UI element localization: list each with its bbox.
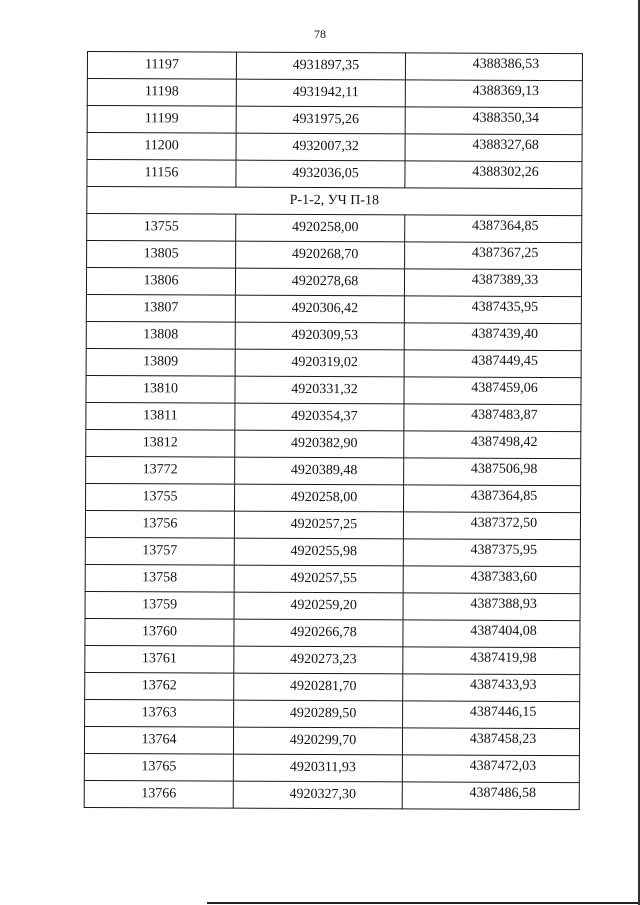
table-row bbox=[84, 780, 579, 809]
x-coordinate-value: 4920389,48 bbox=[290, 462, 358, 479]
point-number-value: 13772 bbox=[142, 462, 178, 478]
section-label: Р-1-2, УЧ П-18 bbox=[87, 187, 582, 216]
y-coordinate-value: 4387364,85 bbox=[470, 488, 538, 504]
point-number-value: 13760 bbox=[141, 624, 177, 640]
point-number-value: 13805 bbox=[143, 246, 179, 262]
x-coordinate-value: 4920273,23 bbox=[290, 651, 357, 668]
y-coordinate-value: 4388302,26 bbox=[472, 164, 539, 180]
y-coordinate-cell bbox=[403, 593, 580, 621]
point-number-value: 11199 bbox=[144, 111, 179, 127]
y-coordinate-cell bbox=[402, 728, 579, 756]
y-coordinate-value: 4387364,85 bbox=[471, 218, 539, 234]
point-number-cell bbox=[87, 52, 236, 80]
table-row bbox=[85, 564, 580, 593]
table-row bbox=[87, 160, 582, 189]
table-row bbox=[85, 672, 580, 701]
x-coordinate-cell bbox=[236, 160, 405, 188]
x-coordinate-cell bbox=[234, 700, 403, 728]
point-number-value: 13755 bbox=[142, 489, 178, 505]
point-number-cell bbox=[84, 753, 233, 781]
x-coordinate-value: 4920331,32 bbox=[291, 381, 358, 398]
x-coordinate-value: 4920311,93 bbox=[289, 759, 356, 776]
x-coordinate-cell bbox=[235, 322, 404, 350]
y-coordinate-cell bbox=[404, 269, 581, 297]
point-number-value: 13755 bbox=[143, 219, 179, 235]
y-coordinate-cell bbox=[405, 80, 582, 108]
table-row bbox=[85, 618, 580, 647]
table-row bbox=[86, 456, 581, 485]
y-coordinate-cell bbox=[403, 539, 580, 567]
x-coordinate-value: 4920354,37 bbox=[291, 408, 358, 425]
x-coordinate-value: 4920327,30 bbox=[289, 786, 357, 803]
x-coordinate-value: 4920259,20 bbox=[290, 597, 357, 614]
y-coordinate-value: 4387483,87 bbox=[471, 407, 538, 423]
x-coordinate-cell bbox=[235, 295, 404, 323]
point-number-value: 11200 bbox=[144, 138, 179, 154]
y-coordinate-cell bbox=[402, 782, 579, 810]
y-coordinate-value: 4387459,06 bbox=[471, 380, 538, 396]
point-number-value: 13762 bbox=[141, 678, 177, 694]
point-number-value: 13809 bbox=[143, 354, 179, 370]
y-coordinate-cell bbox=[404, 323, 581, 351]
point-number-cell bbox=[85, 483, 234, 511]
coordinates-table bbox=[84, 51, 583, 810]
point-number-value: 13812 bbox=[142, 435, 178, 451]
y-coordinate-value: 4387498,42 bbox=[471, 434, 538, 450]
y-coordinate-value: 4387435,95 bbox=[471, 299, 539, 315]
x-coordinate-value: 4920289,50 bbox=[289, 705, 357, 722]
y-coordinate-cell bbox=[405, 107, 582, 135]
y-coordinate-cell bbox=[404, 377, 581, 405]
point-number-cell bbox=[86, 348, 235, 376]
table-row bbox=[86, 294, 581, 323]
y-coordinate-value: 4387367,25 bbox=[471, 245, 539, 261]
y-coordinate-cell bbox=[405, 161, 582, 189]
y-coordinate-value: 4387506,98 bbox=[470, 461, 538, 477]
point-number-value: 13808 bbox=[143, 327, 179, 343]
y-coordinate-cell bbox=[402, 755, 579, 783]
point-number-cell bbox=[85, 699, 234, 727]
x-coordinate-value: 4920309,53 bbox=[291, 327, 359, 344]
y-coordinate-cell bbox=[405, 134, 582, 162]
x-coordinate-value: 4920257,25 bbox=[290, 516, 358, 533]
y-coordinate-value: 4387472,03 bbox=[469, 758, 537, 774]
x-coordinate-cell bbox=[233, 754, 402, 782]
y-coordinate-cell bbox=[404, 350, 581, 378]
point-number-cell bbox=[86, 456, 235, 484]
table-row bbox=[87, 214, 582, 243]
table-body bbox=[84, 52, 582, 810]
x-coordinate-value: 4931975,26 bbox=[292, 111, 359, 128]
x-coordinate-cell bbox=[234, 646, 403, 674]
x-coordinate-cell bbox=[236, 52, 405, 80]
point-number-cell bbox=[87, 79, 236, 107]
point-number-value: 13757 bbox=[142, 543, 178, 559]
point-number-value: 11197 bbox=[144, 57, 179, 73]
y-coordinate-value: 4387419,98 bbox=[470, 650, 537, 666]
y-coordinate-cell bbox=[404, 296, 581, 324]
y-coordinate-cell bbox=[404, 431, 581, 459]
y-coordinate-cell bbox=[403, 620, 580, 648]
point-number-value: 11156 bbox=[144, 165, 179, 181]
point-number-cell bbox=[85, 564, 234, 592]
section-row bbox=[87, 187, 582, 216]
y-coordinate-cell bbox=[405, 242, 582, 270]
x-coordinate-cell bbox=[236, 214, 405, 242]
table-row bbox=[85, 510, 580, 539]
y-coordinate-cell bbox=[403, 647, 580, 675]
point-number-value: 13764 bbox=[141, 732, 177, 748]
point-number-value: 11198 bbox=[144, 84, 179, 100]
table-row bbox=[86, 429, 581, 458]
table-row bbox=[87, 241, 582, 270]
x-coordinate-value: 4920258,00 bbox=[290, 489, 358, 506]
table-row bbox=[87, 52, 582, 81]
x-coordinate-value: 4920306,42 bbox=[291, 300, 359, 317]
point-number-value: 13810 bbox=[142, 381, 179, 397]
table-row bbox=[86, 375, 581, 404]
point-number-cell bbox=[86, 429, 235, 457]
table-row bbox=[87, 133, 582, 162]
y-coordinate-value: 4387446,15 bbox=[469, 704, 537, 720]
point-number-value: 13766 bbox=[141, 786, 177, 802]
point-number-value: 13763 bbox=[141, 705, 177, 721]
point-number-cell bbox=[87, 106, 236, 134]
y-coordinate-cell bbox=[404, 458, 581, 486]
page-number: 78 bbox=[314, 27, 326, 41]
x-coordinate-cell bbox=[236, 106, 405, 134]
y-coordinate-value: 4387389,33 bbox=[471, 272, 539, 288]
point-number-cell bbox=[86, 321, 235, 349]
x-coordinate-cell bbox=[234, 538, 403, 566]
point-number-cell bbox=[87, 160, 236, 188]
x-coordinate-cell bbox=[236, 133, 405, 161]
point-number-cell bbox=[87, 214, 236, 242]
point-number-cell bbox=[87, 241, 236, 269]
point-number-value: 13761 bbox=[141, 651, 177, 667]
table-row bbox=[85, 699, 580, 728]
point-number-value: 13758 bbox=[142, 570, 178, 586]
y-coordinate-value: 4387383,60 bbox=[470, 569, 537, 585]
y-coordinate-value: 4387388,93 bbox=[470, 596, 537, 612]
x-coordinate-cell bbox=[234, 592, 403, 620]
point-number-cell bbox=[85, 537, 234, 565]
x-coordinate-value: 4932007,32 bbox=[292, 138, 359, 155]
point-number-cell bbox=[87, 133, 236, 161]
table-row bbox=[86, 268, 581, 297]
x-coordinate-cell bbox=[235, 376, 404, 404]
y-coordinate-value: 4387433,93 bbox=[469, 677, 537, 693]
y-coordinate-value: 4388369,13 bbox=[472, 83, 540, 99]
table-row bbox=[86, 348, 581, 377]
point-number-cell bbox=[86, 375, 235, 403]
y-coordinate-value: 4387486,58 bbox=[469, 785, 537, 801]
x-coordinate-value: 4920257,55 bbox=[290, 570, 357, 587]
table-row bbox=[85, 537, 580, 566]
table-row bbox=[84, 753, 579, 782]
x-coordinate-value: 4920299,70 bbox=[289, 732, 357, 749]
point-number-cell bbox=[86, 402, 235, 430]
table-row bbox=[85, 483, 580, 512]
x-coordinate-value: 4920268,70 bbox=[291, 246, 359, 263]
x-coordinate-cell bbox=[234, 673, 403, 701]
y-coordinate-value: 4387372,50 bbox=[470, 515, 538, 531]
point-number-cell bbox=[85, 672, 234, 700]
x-coordinate-value: 4932036,05 bbox=[292, 165, 359, 182]
x-coordinate-cell bbox=[235, 403, 404, 431]
y-coordinate-value: 4388350,34 bbox=[472, 110, 539, 126]
x-coordinate-value: 4920382,90 bbox=[291, 435, 358, 452]
point-number-cell bbox=[85, 510, 234, 538]
point-number-value: 13806 bbox=[143, 273, 179, 289]
x-coordinate-cell bbox=[235, 349, 404, 377]
y-coordinate-cell bbox=[405, 53, 582, 81]
x-coordinate-cell bbox=[235, 430, 404, 458]
x-coordinate-cell bbox=[233, 727, 402, 755]
y-coordinate-cell bbox=[403, 674, 580, 702]
x-coordinate-value: 4920319,02 bbox=[291, 354, 358, 371]
x-coordinate-cell bbox=[235, 268, 404, 296]
x-coordinate-value: 4931897,35 bbox=[292, 57, 360, 74]
point-number-cell bbox=[86, 294, 235, 322]
y-coordinate-value: 4387439,40 bbox=[471, 326, 539, 342]
y-coordinate-value: 4387404,08 bbox=[470, 623, 537, 639]
point-number-value: 13811 bbox=[143, 408, 178, 424]
y-coordinate-value: 4387458,23 bbox=[469, 731, 537, 747]
x-coordinate-cell bbox=[234, 619, 403, 647]
y-coordinate-cell bbox=[405, 215, 582, 243]
table-row bbox=[85, 591, 580, 620]
y-coordinate-value: 4388327,68 bbox=[472, 137, 539, 153]
table-row bbox=[86, 402, 581, 431]
x-coordinate-cell bbox=[236, 79, 405, 107]
point-number-cell bbox=[84, 726, 233, 754]
point-number-value: 13807 bbox=[143, 300, 179, 316]
x-coordinate-cell bbox=[234, 511, 403, 539]
y-coordinate-value: 4388386,53 bbox=[472, 56, 540, 72]
table-row bbox=[85, 645, 580, 674]
point-number-value: 13756 bbox=[142, 516, 178, 532]
x-coordinate-value: 4920258,00 bbox=[291, 219, 359, 236]
x-coordinate-value: 4920281,70 bbox=[289, 678, 357, 695]
table-row bbox=[86, 321, 581, 350]
y-coordinate-cell bbox=[403, 701, 580, 729]
x-coordinate-cell bbox=[234, 565, 403, 593]
x-coordinate-cell bbox=[236, 241, 405, 269]
y-coordinate-cell bbox=[403, 566, 580, 594]
x-coordinate-value: 4920255,98 bbox=[290, 543, 358, 560]
point-number-value: 13759 bbox=[142, 597, 178, 613]
table-row bbox=[87, 79, 582, 108]
x-coordinate-value: 4920266,78 bbox=[290, 624, 357, 641]
y-coordinate-cell bbox=[403, 512, 580, 540]
point-number-cell bbox=[84, 780, 233, 808]
table-row bbox=[84, 726, 579, 755]
point-number-cell bbox=[85, 618, 234, 646]
y-coordinate-value: 4387449,45 bbox=[471, 353, 538, 369]
point-number-cell bbox=[86, 268, 235, 296]
y-coordinate-cell bbox=[404, 404, 581, 432]
x-coordinate-value: 4920278,68 bbox=[291, 273, 359, 290]
x-coordinate-cell bbox=[235, 457, 404, 485]
x-coordinate-value: 4931942,11 bbox=[292, 84, 359, 101]
table-row bbox=[87, 106, 582, 135]
y-coordinate-cell bbox=[403, 485, 580, 513]
y-coordinate-value: 4387375,95 bbox=[470, 542, 538, 558]
point-number-cell bbox=[85, 645, 234, 673]
x-coordinate-cell bbox=[233, 781, 402, 809]
scan-edge-bottom bbox=[207, 902, 640, 904]
point-number-cell bbox=[85, 591, 234, 619]
x-coordinate-cell bbox=[234, 484, 403, 512]
point-number-value: 13765 bbox=[141, 759, 177, 775]
